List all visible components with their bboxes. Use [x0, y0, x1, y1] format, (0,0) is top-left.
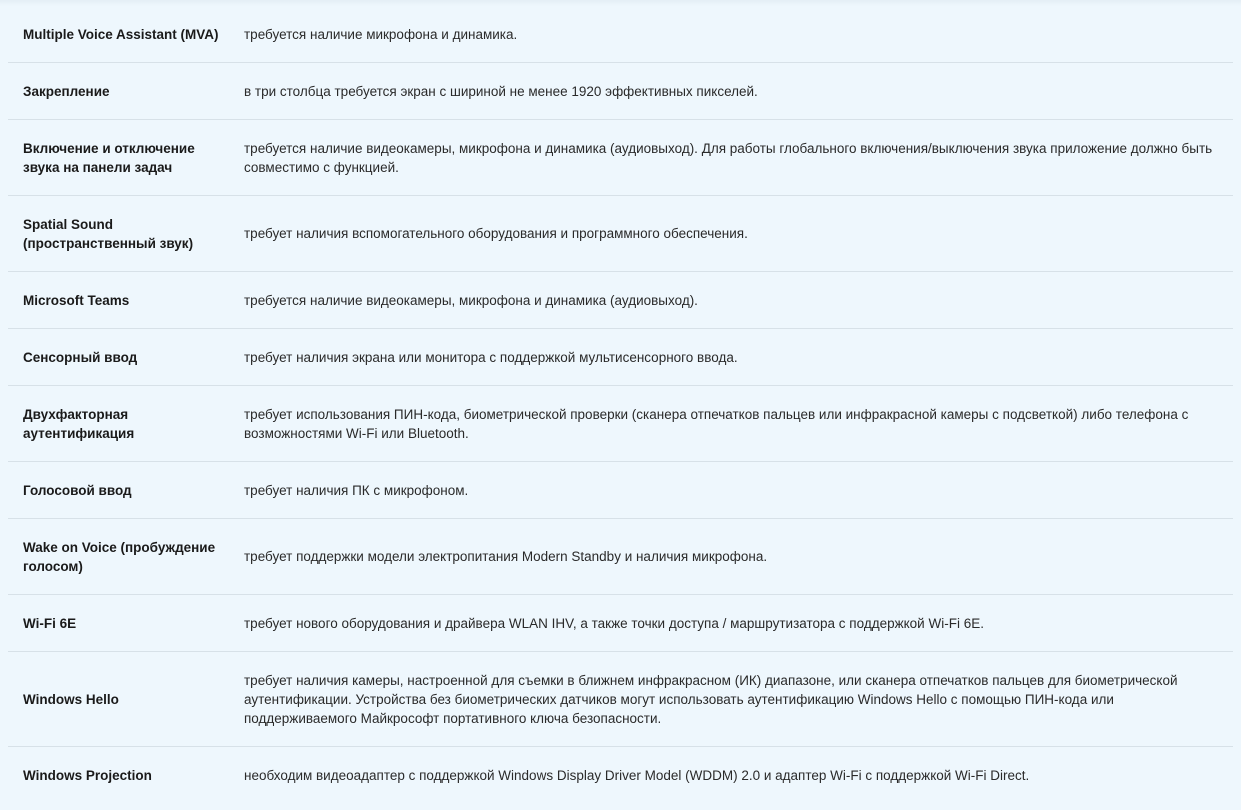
- feature-name: Spatial Sound (пространственный звук): [23, 216, 194, 251]
- feature-requirement: необходим видеоадаптер с поддержкой Windows Display Driver Model (WDDM) 2.0 и адаптер Wi-Fi с поддержкой Wi-Fi Direct.: [244, 767, 1030, 783]
- feature-requirement: требуется наличие микрофона и динамика.: [244, 26, 518, 42]
- feature-requirement: требует наличия камеры, настроенной для съемки в ближнем инфракрасном (ИК) диапазоне, или сканера отпечатков пальцев для биометрической аутентификации. Устройства без биометрических датчиков могут использовать аутентификацию Windows Hello с помощью ПИН-кода или поддерживаемого Майкрософт портативного ключа безопасности.: [244, 672, 1178, 726]
- table-row: [8, 329, 1233, 386]
- table-row: [8, 519, 1233, 595]
- table-row: [8, 63, 1233, 120]
- feature-name: Включение и отключение звука на панели задач: [23, 140, 195, 175]
- table-row: [8, 120, 1233, 196]
- feature-name: Windows Hello: [23, 691, 119, 707]
- feature-name: Голосовой ввод: [23, 482, 132, 498]
- feature-requirement: требует наличия вспомогательного оборудования и программного обеспечения.: [244, 226, 748, 241]
- table-row: [8, 747, 1233, 804]
- feature-requirement: требуется наличие видеокамеры, микрофона и динамика (аудиовыход).: [244, 292, 698, 308]
- table-row: [8, 6, 1233, 63]
- table-row: [8, 272, 1233, 329]
- feature-name: Microsoft Teams: [23, 292, 130, 308]
- feature-name: Сенсорный ввод: [23, 349, 138, 365]
- feature-name: Windows Projection: [23, 767, 152, 783]
- feature-name: Двухфакторная аутентификация: [23, 406, 135, 441]
- table-row: [8, 462, 1233, 519]
- table-row: [8, 196, 1233, 272]
- feature-requirement: в три столбца требуется экран с шириной не менее 1920 эффективных пикселей.: [244, 83, 758, 99]
- feature-requirement: требует использования ПИН-кода, биометрической проверки (сканера отпечатков пальцев или инфракрасной камеры с подсветкой) либо телефона с возможностями Wi-Fi или Bluetooth.: [244, 406, 1189, 441]
- feature-requirement: требует нового оборудования и драйвера WLAN IHV, а также точки доступа / маршрутизатора с поддержкой Wi-Fi 6E.: [244, 615, 984, 631]
- feature-name: Wi-Fi 6E: [23, 615, 77, 631]
- table-row: [8, 652, 1233, 747]
- bottom-padding: [0, 800, 1241, 810]
- feature-requirement: требует наличия ПК с микрофоном.: [244, 482, 469, 498]
- feature-name: Закрепление: [23, 83, 110, 99]
- feature-name: Wake on Voice (пробуждение голосом): [23, 539, 216, 574]
- feature-requirement: требует наличия экрана или монитора с поддержкой мультисенсорного ввода.: [244, 349, 738, 365]
- feature-name: Multiple Voice Assistant (MVA): [23, 26, 219, 42]
- requirements-table: [8, 6, 1233, 804]
- feature-requirement: требуется наличие видеокамеры, микрофона и динамика (аудиовыход). Для работы глобального включения/выключения звука приложение должно быть совместимо с функцией.: [244, 140, 1213, 175]
- table-row: [8, 595, 1233, 652]
- table-row: [8, 386, 1233, 462]
- feature-requirement: требует поддержки модели электропитания Modern Standby и наличия микрофона.: [244, 549, 768, 564]
